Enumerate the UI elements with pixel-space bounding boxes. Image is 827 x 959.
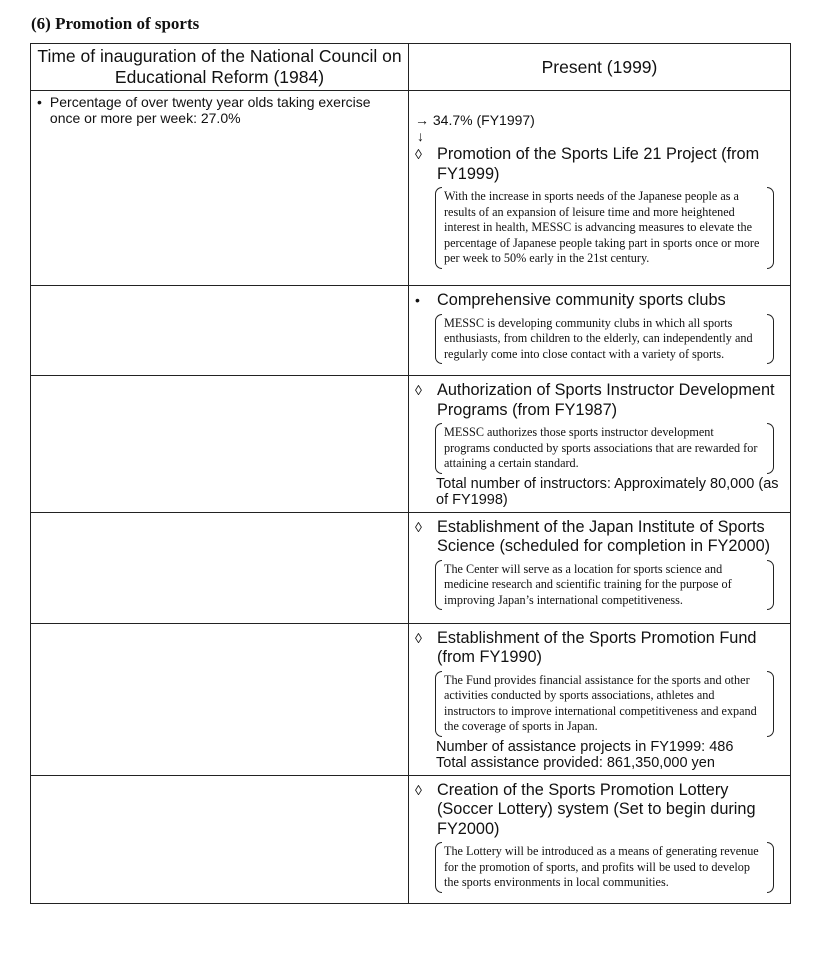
- item-title: Establishment of the Japan Institute of Sports Science (scheduled for completion in FY2000): [437, 517, 771, 555]
- table-row: [31, 286, 791, 376]
- note-text: MESSC authorizes those sports instructor development programs conducted by sports associations that are rewarded for attaining a certain standard.: [444, 425, 758, 470]
- bullet-icon: •: [415, 292, 420, 308]
- list-item: [415, 518, 780, 557]
- list-item: [415, 145, 780, 184]
- arrow-down-icon: ↓: [417, 128, 424, 144]
- left-bracket-icon: [435, 671, 442, 737]
- bracket-note: [435, 560, 774, 611]
- bracket-note: [435, 187, 774, 269]
- note-text: The Fund provides financial assistance for the sports and other activities conducted by sports associations, athletes and instructors to improve international competitiveness and expand the coverage of sports in Japan.: [444, 672, 757, 733]
- list-item: [415, 381, 780, 420]
- table-row: [31, 91, 791, 286]
- right-cell: [409, 91, 791, 286]
- header-row: [31, 44, 791, 91]
- bracket-note: [435, 423, 774, 474]
- right-bracket-icon: [767, 560, 774, 611]
- diamond-icon: ◊: [415, 146, 422, 162]
- item-title: Establishment of the Sports Promotion Fund (from FY1990): [437, 628, 757, 666]
- diamond-icon: ◊: [415, 781, 422, 798]
- right-bracket-icon: [767, 842, 774, 893]
- right-cell: [409, 376, 791, 513]
- left-bracket-icon: [435, 187, 442, 269]
- right-cell: [409, 286, 791, 376]
- bullet-item: [37, 94, 402, 126]
- bracket-note: [435, 314, 774, 365]
- col2-header: Present (1999): [409, 44, 791, 91]
- left-bracket-icon: [435, 423, 442, 474]
- left-cell: [31, 91, 409, 286]
- table-row: [31, 376, 791, 513]
- left-bracket-icon: [435, 842, 442, 893]
- diamond-icon: ◊: [415, 518, 422, 535]
- item-title: Authorization of Sports Instructor Development Programs (from FY1987): [437, 381, 775, 419]
- left-cell: [31, 623, 409, 775]
- instructor-total: Total number of instructors: Approximately 80,000 (as of FY1998): [436, 475, 779, 508]
- table-row: [31, 623, 791, 775]
- left-cell: [31, 376, 409, 513]
- comparison-table: [30, 43, 791, 904]
- right-cell: [409, 775, 791, 903]
- item-title: Promotion of the Sports Life 21 Project (from FY1999): [437, 145, 760, 183]
- right-cell: [409, 512, 791, 623]
- assistance-projects: Number of assistance projects in FY1999: 486: [436, 738, 734, 755]
- right-bracket-icon: [767, 187, 774, 269]
- diamond-icon: ◊: [415, 629, 422, 646]
- bracket-note: [435, 671, 774, 737]
- left-cell: [31, 775, 409, 903]
- list-item: [415, 291, 780, 311]
- left-cell: [31, 512, 409, 623]
- right-cell: [409, 623, 791, 775]
- list-item: [415, 629, 780, 668]
- section-heading: (6) Promotion of sports: [31, 14, 200, 33]
- right-bracket-icon: [767, 423, 774, 474]
- diamond-icon: ◊: [415, 382, 422, 398]
- note-text: With the increase in sports needs of the Japanese people as a results of an expansion of leisure time and more heightened interest in health, MESSC is advancing measures to elevate the percentage of Japanese people taking part in sports once or more per week to 50% early in the 21st century.: [444, 189, 760, 265]
- left-bracket-icon: [435, 560, 442, 611]
- table-row: [31, 775, 791, 903]
- table-row: [31, 512, 791, 623]
- bullet-text: Percentage of over twenty year olds taking exercise once or more per week: 27.0%: [49, 94, 371, 126]
- list-item: [415, 781, 780, 840]
- item-title: Creation of the Sports Promotion Lottery (Soccer Lottery) system (Set to begin during FY2000): [437, 780, 756, 838]
- col1-header: Time of inauguration of the National Council on Educational Reform (1984): [31, 44, 409, 91]
- note-text: The Lottery will be introduced as a means of generating revenue for the promotion of sports, and profits will be used to develop the sports environments in local communities.: [444, 844, 759, 889]
- bracket-note: [435, 842, 774, 893]
- assistance-total: Total assistance provided: 861,350,000 yen: [436, 755, 715, 771]
- bullet-icon: •: [37, 94, 42, 110]
- item-title: Comprehensive community sports clubs: [437, 291, 726, 309]
- arrow-value: → 34.7% (FY1997): [415, 112, 535, 128]
- right-bracket-icon: [767, 671, 774, 737]
- left-bracket-icon: [435, 314, 442, 365]
- left-cell: [31, 286, 409, 376]
- note-text: The Center will serve as a location for sports science and medicine research and scientific training for the purpose of improving Japan’s international competitiveness.: [444, 561, 732, 607]
- note-text: MESSC is developing community clubs in which all sports enthusiasts, from children to the elderly, can independently and regularly come into close contact with a variety of sports.: [444, 315, 753, 361]
- right-bracket-icon: [767, 314, 774, 365]
